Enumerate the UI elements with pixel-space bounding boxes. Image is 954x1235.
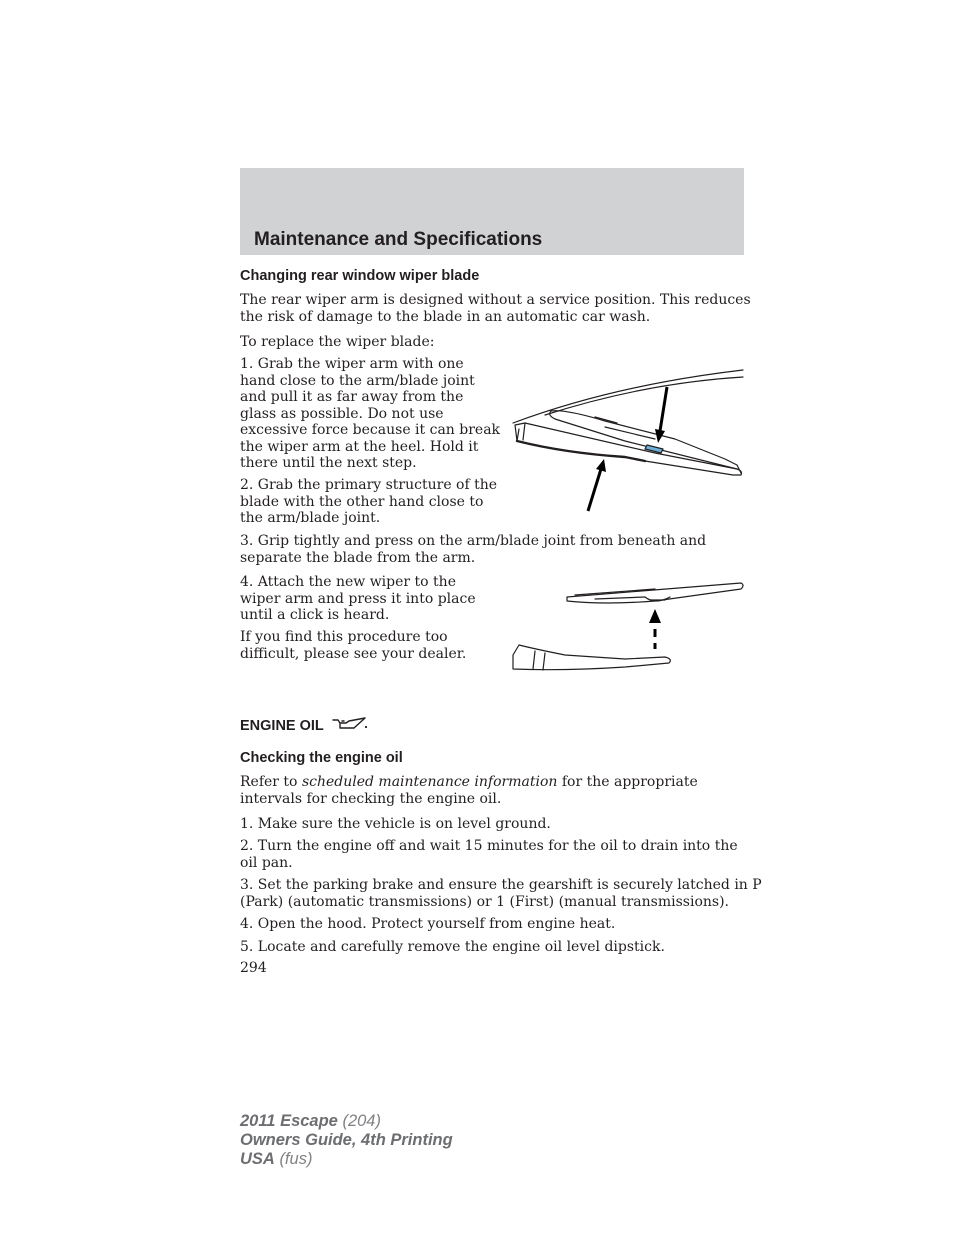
wiper-step-3: 3. Grip tightly and press on the arm/blade joint from beneath and separate the blade from the arm.: [240, 533, 707, 566]
wiper-step-4: 4. Attach the new wiper to the wiper arm and press it into place until a click is heard.: [240, 574, 476, 623]
checking-oil-heading: Checking the engine oil: [240, 750, 403, 766]
refer-paragraph: Refer to scheduled maintenance information for the appropriate intervals for checking the engine oil.: [240, 774, 698, 807]
oil-can-icon: [332, 717, 368, 731]
dealer-note: If you find this procedure too difficult, please see your dealer.: [240, 629, 467, 662]
engine-oil-heading: ENGINE OIL: [240, 717, 368, 734]
wiper-lead: To replace the wiper blade:: [240, 334, 435, 350]
oil-step-3: 3. Set the parking brake and ensure the gearshift is securely latched in P (Park) (automatic transmissions) or 1 (First) (manual transmissions).: [240, 877, 762, 910]
wiper-step-1: 1. Grab the wiper arm with one hand close to the arm/blade joint and pull it as far away from the glass as possible. Do not use excessive force because it can break the wiper arm at the heel. Hold it there until the next step.: [240, 356, 501, 471]
wiper-heading: Changing rear window wiper blade: [240, 268, 480, 284]
oil-step-2: 2. Turn the engine off and wait 15 minutes for the oil to drain into the oil pan.: [240, 838, 738, 871]
page-number: 294: [240, 960, 267, 976]
wiper-arm-illustration: [505, 365, 745, 515]
oil-step-5: 5. Locate and carefully remove the engine oil level dipstick.: [240, 939, 665, 955]
document-footer: 2011 Escape (204) Owners Guide, 4th Printing USA (fus): [240, 1112, 453, 1168]
section-title: Maintenance and Specifications: [254, 229, 543, 250]
section-header: [240, 168, 744, 255]
scheduled-maintenance-ref: scheduled maintenance information: [301, 774, 558, 790]
oil-step-1: 1. Make sure the vehicle is on level ground.: [240, 816, 551, 832]
wiper-attach-illustration: [505, 575, 745, 680]
wiper-intro: The rear wiper arm is designed without a service position. This reduces the risk of damage to the blade in an automatic car wash.: [240, 292, 751, 325]
oil-step-4: 4. Open the hood. Protect yourself from engine heat.: [240, 916, 616, 932]
wiper-step-2: 2. Grab the primary structure of the blade with the other hand close to the arm/blade joint.: [240, 477, 498, 526]
